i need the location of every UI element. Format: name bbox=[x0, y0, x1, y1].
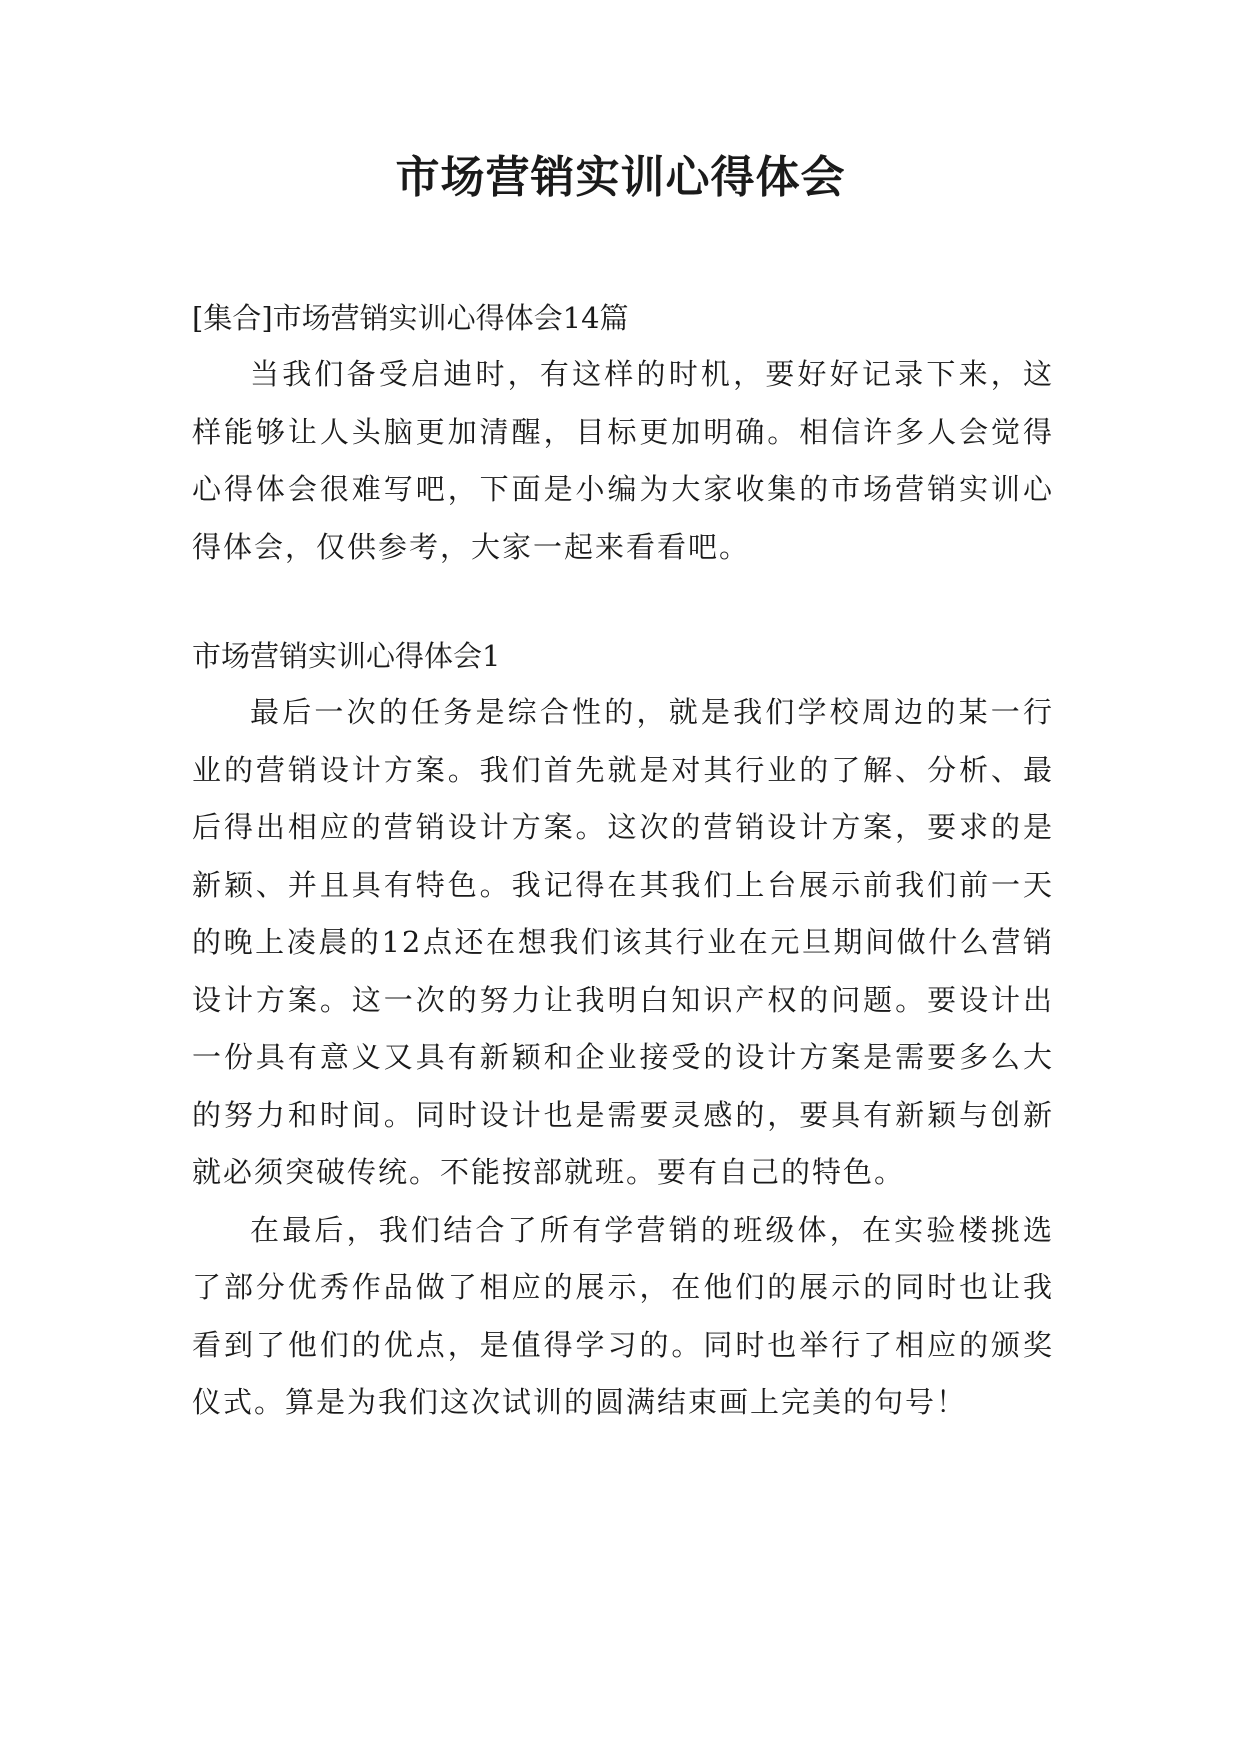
section-paragraph: 在最后，我们结合了所有学营销的班级体，在实验楼挑选了部分优秀作品做了相应的展示，在他们的展示的同时也让我看到了他们的优点，是值得学习的。同时也举行了相应的颁奖仪式。算是为我们这次试训的圆满结束画上完美的句号！ bbox=[192, 1212, 1054, 1419]
document-body bbox=[192, 290, 1054, 1432]
section-spacer bbox=[192, 576, 1054, 628]
document-title: 市场营销实训心得体会 bbox=[395, 152, 846, 203]
section-paragraph: 最后一次的任务是综合性的，就是我们学校周边的某一行业的营销设计方案。我们首先就是对其行业的了解、分析、最后得出相应的营销设计方案。这次的营销设计方案，要求的是新颖、并且具有特色。我记得在其我们上台展示前我们前一天的晚上凌晨的12点还在想我们该其行业在元旦期间做什么营销设计方案。这一次的努力让我明白知识产权的问题。要设计出一份具有意义又具有新颖和企业接受的设计方案是需要多么大的努力和时间。同时设计也是需要灵感的，要具有新颖与创新就必须突破传统。不能按部就班。要有自己的特色。 bbox=[192, 695, 1054, 1189]
intro-heading: [集合]市场营销实训心得体会14篇 bbox=[192, 301, 629, 335]
intro-paragraph: 当我们备受启迪时，有这样的时机，要好好记录下来，这样能够让人头脑更加清醒，目标更加明确。相信许多人会觉得心得体会很难写吧，下面是小编为大家收集的市场营销实训心得体会，仅供参考，大家一起来看看吧。 bbox=[192, 357, 1054, 564]
section-heading: 市场营销实训心得体会1 bbox=[192, 639, 501, 673]
